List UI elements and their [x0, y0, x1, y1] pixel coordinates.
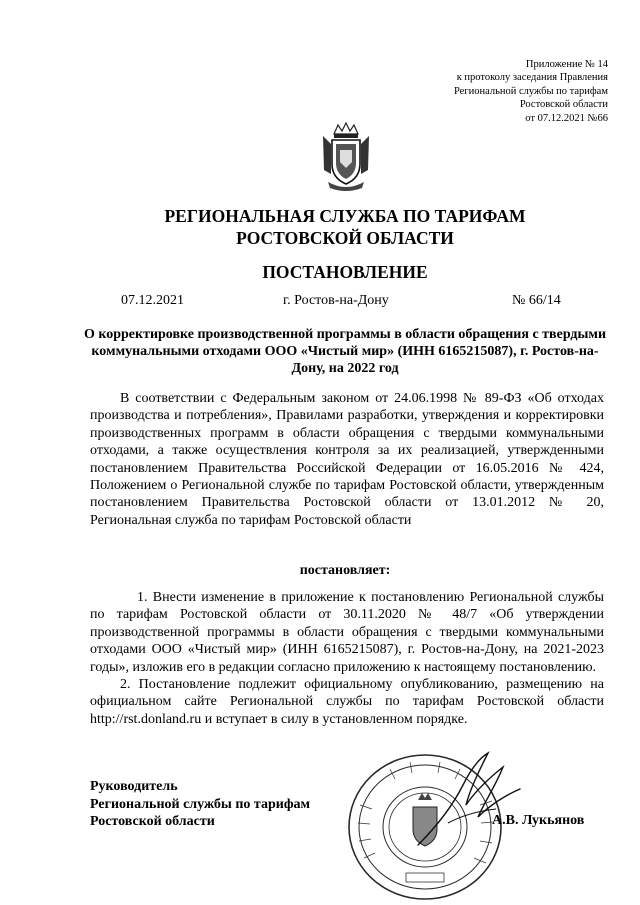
resolution-item: 2. Постановление подлежит официальному опубликованию, размещению на официальном сайте Региональной службы по тарифам Ростовской области http://rst.donland.ru и вступает в силу в установленном порядке.	[90, 677, 604, 727]
document-city: г. Ростов-на-Дону	[283, 293, 389, 308]
signatory-title-line: Региональной службы по тарифам	[90, 796, 311, 812]
appendix-line: Региональной службы по тарифам	[453, 85, 608, 97]
rostov-coat-of-arms-icon	[320, 122, 372, 192]
appendix-line: к протоколу заседания Правления	[456, 72, 608, 84]
signatory-title-line: Руководитель	[90, 779, 178, 794]
agency-name	[0, 205, 640, 249]
resolution-item: 1. Внести изменение в приложение к постановлению Региональной службы по тарифам Ростовской области от 30.11.2020 № 48/7 «Об утверждении производственной программы в области обращения с твердыми коммунальными отходами ООО «Чистый мир» (ИНН 6165215087), г. Ростов-на-Дону, на 2021-2023 годы», изложив его в редакции согласно приложению к настоящему постановлению.	[90, 590, 604, 675]
document-number: № 66/14	[512, 293, 561, 308]
appendix-line: Приложение № 14	[525, 59, 608, 70]
document-type: ПОСТАНОВЛЕНИЕ	[262, 262, 428, 282]
document-subject: О корректировке производственной программы в области обращения с твердыми коммунальными отходами ООО «Чистый мир» (ИНН 6165215087), г. Ростов-на-Дону, на 2022 год	[83, 327, 607, 376]
agency-name-line: РОСТОВСКОЙ ОБЛАСТИ	[236, 228, 454, 248]
signatory-title	[90, 778, 310, 831]
appendix-line: от 07.12.2021 №66	[525, 112, 608, 124]
document-date: 07.12.2021	[121, 293, 184, 308]
resolves-heading: постановляет:	[299, 563, 391, 578]
signatory-title-line: Ростовской области	[90, 814, 215, 829]
appendix-line: Ростовской области	[519, 99, 608, 111]
handwritten-signature-icon	[408, 745, 528, 855]
agency-name-line: РЕГИОНАЛЬНАЯ СЛУЖБА ПО ТАРИФАМ	[164, 206, 526, 226]
appendix-note	[454, 58, 608, 125]
signatory-name: А.В. Лукьянов	[492, 813, 585, 828]
preamble-paragraph: В соответствии с Федеральным законом от 24.06.1998 № 89-ФЗ «Об отходах производства и потребления», Правилами разработки, утверждения и корректировки производственных программ в области обращения с твердыми коммунальными отходами, а также осуществления контроля за их реализацией, утвержденными постановлением Правительства Российской Федерации от 16.05.2016 № 424, Положением о Региональной службе по тарифам Ростовской области, утвержденным постановлением Правительства Ростовской области от 13.01.2012 № 20, Региональная служба по тарифам Ростовской области	[90, 391, 604, 528]
